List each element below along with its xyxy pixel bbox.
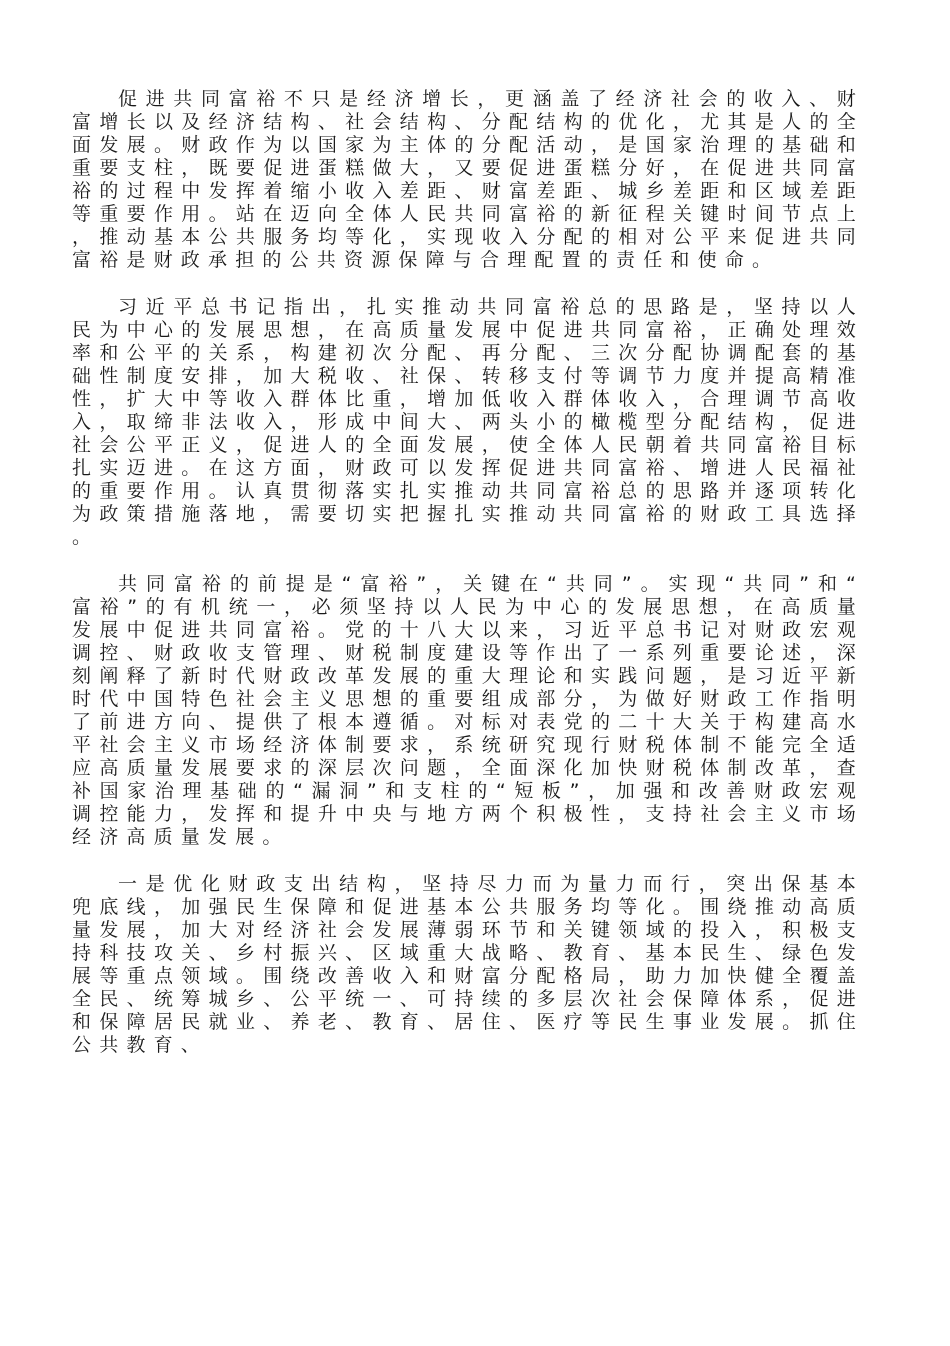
- paragraph-1: 促进共同富裕不只是经济增长，更涵盖了经济社会的收入、财富增长以及经济结构、社会结构、分配结构的优化，尤其是人的全面发展。财政作为以国家为主体的分配活动，是国家治理的基础和重要支柱，既要促进蛋糕做大，又要促进蛋糕分好，在促进共同富裕的过程中发挥着缩小收入差距、财富差距、城乡差距和区域差距等重要作用。站在迈向全体人民共同富裕的新征程关键时间节点上，推动基本公共服务均等化，实现收入分配的相对公平来促进共同富裕是财政承担的公共资源保障与合理配置的责任和使命。: [72, 88, 864, 271]
- paragraph-2: 习近平总书记指出，扎实推动共同富裕总的思路是，坚持以人民为中心的发展思想，在高质量发展中促进共同富裕，正确处理效率和公平的关系，构建初次分配、再分配、三次分配协调配套的基础性制度安排，加大税收、社保、转移支付等调节力度并提高精准性，扩大中等收入群体比重，增加低收入群体收入，合理调节高收入，取缔非法收入，形成中间大、两头小的橄榄型分配结构，促进社会公平正义，促进人的全面发展，使全体人民朝着共同富裕目标扎实迈进。在这方面，财政可以发挥促进共同富裕、增进人民福祉的重要作用。认真贯彻落实扎实推动共同富裕总的思路并逐项转化为政策措施落地，需要切实把握扎实推动共同富裕的财政工具选择。: [72, 296, 864, 548]
- paragraph-4: 一是优化财政支出结构，坚持尽力而为量力而行，突出保基本兜底线，加强民生保障和促进基本公共服务均等化。围绕推动高质量发展，加大对经济社会发展薄弱环节和关键领域的投入，积极支持科技攻关、乡村振兴、区域重大战略、教育、基本民生、绿色发展等重点领域。围绕改善收入和财富分配格局，助力加快健全覆盖全民、统筹城乡、公平统一、可持续的多层次社会保障体系，促进和保障居民就业、养老、教育、居住、医疗等民生事业发展。抓住公共教育、: [72, 873, 864, 1056]
- paragraph-3: 共同富裕的前提是“富裕”，关键在“共同”。实现“共同”和“富裕”的有机统一，必须坚持以人民为中心的发展思想，在高质量发展中促进共同富裕。党的十八大以来，习近平总书记对财政宏观调控、财政收支管理、财税制度建设等作出了一系列重要论述，深刻阐释了新时代财政改革发展的重大理论和实践问题，是习近平新时代中国特色社会主义思想的重要组成部分，为做好财政工作指明了前进方向、提供了根本遵循。对标对表党的二十大关于构建高水平社会主义市场经济体制要求，系统研究现行财税体制不能完全适应高质量发展要求的深层次问题，全面深化加快财税体制改革，查补国家治理基础的“漏洞”和支柱的“短板”，加强和改善财政宏观调控能力，发挥和提升中央与地方两个积极性，支持社会主义市场经济高质量发展。: [72, 573, 864, 848]
- document-page: [72, 88, 864, 1057]
